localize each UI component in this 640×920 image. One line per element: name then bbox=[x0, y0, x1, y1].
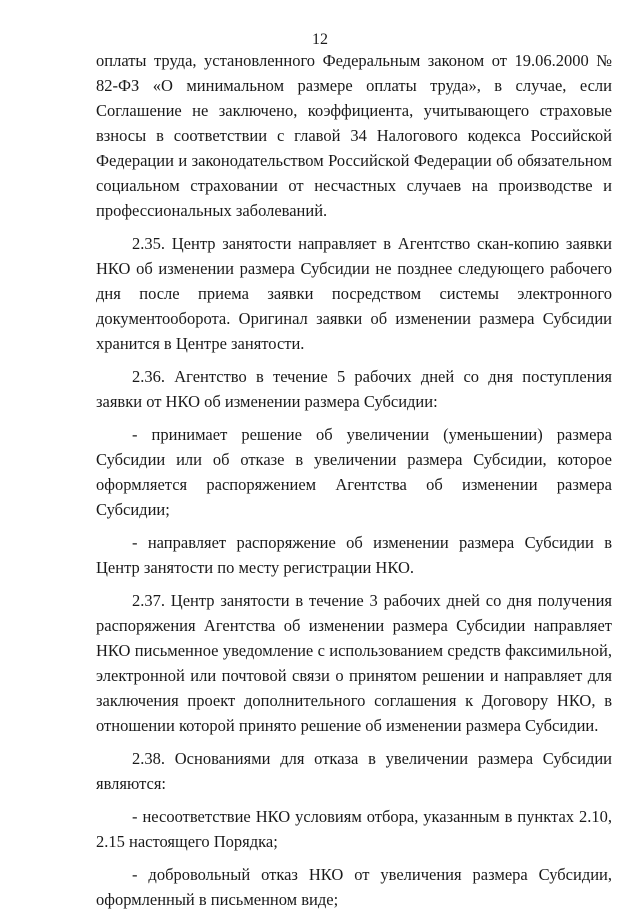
list-item-send-order: - направляет распоряжение об изменении размера Субсидии в Центр занятости по месту регистрации НКО. bbox=[96, 533, 612, 577]
list-item-nonconformity: - несоответствие НКО условиям отбора, указанным в пунктах 2.10, 2.15 настоящего Порядка; bbox=[96, 807, 612, 851]
document-body bbox=[96, 48, 612, 920]
list-item-voluntary-refusal: - добровольный отказ НКО от увеличения размера Субсидии, оформленный в письменном виде; bbox=[96, 865, 612, 909]
paragraph-2-35: 2.35. Центр занятости направляет в Агентство скан-копию заявки НКО об изменении размера Субсидии не позднее следующего рабочего дня после приема заявки посредством системы электронного документооборота. Оригинал заявки об изменении размера Субсидии хранится в Центре занятости. bbox=[96, 234, 612, 353]
paragraph-2-38: 2.38. Основаниями для отказа в увеличении размера Субсидии являются: bbox=[96, 749, 612, 793]
paragraph-2-36: 2.36. Агентство в течение 5 рабочих дней со дня поступления заявки от НКО об изменении размера Субсидии: bbox=[96, 367, 612, 411]
paragraph-2-37: 2.37. Центр занятости в течение 3 рабочих дней со дня получения распоряжения Агентства об изменении размера Субсидии направляет НКО письменное уведомление с использованием средств факсимильной, электронной или почтовой связи о принятом решении и направляет для заключения проект дополнительного соглашения к Договору НКО, в отношении которой принято решение об изменении размера Субсидии. bbox=[96, 591, 612, 735]
page-number: 12 bbox=[312, 31, 328, 48]
paragraph-continuation: оплаты труда, установленного Федеральным законом от 19.06.2000 № 82-ФЗ «О минимальном размере оплаты труда», в случае, если Соглашение не заключено, коэффициента, учитывающего страховые взносы в соответствии с главой 34 Налогового кодекса Российской Федерации и законодательством Российской Федерации об обязательном социальном страховании от несчастных случаев на производстве и профессиональных заболеваний. bbox=[96, 51, 612, 220]
list-item-decision: - принимает решение об увеличении (уменьшении) размера Субсидии или об отказе в увеличении размера Субсидии, которое оформляется распоряжением Агентства об изменении размера Субсидии; bbox=[96, 425, 612, 519]
